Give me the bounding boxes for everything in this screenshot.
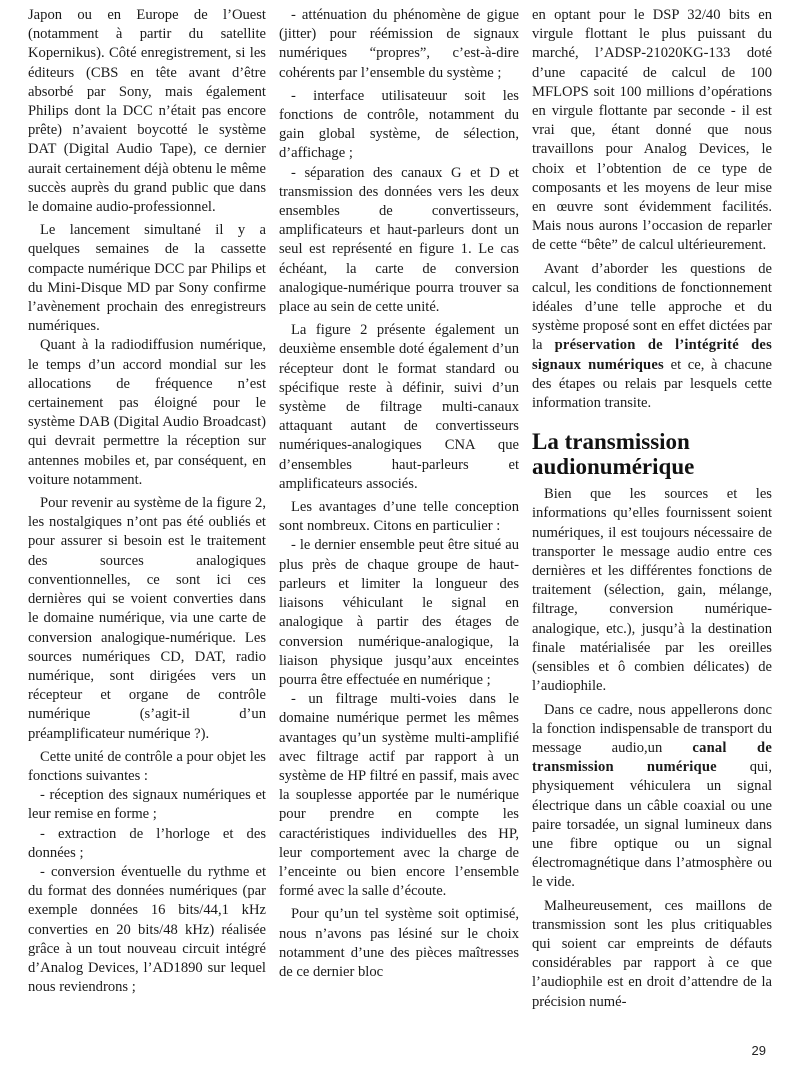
text-column-2 [279,6,519,982]
paragraph [532,260,772,414]
paragraph: Bien que les sources et les informations qu’elles fournissent soient numériques, il est toujours nécessaire de transporter le message audio entre ces dernières et les différentes fonctions de traitement (sélection, gain, mélange, filtrage, conversion numérique-analogique, etc.), jusqu’à la destination finale matérialisée par les oreilles (sensibles et ô combien délicates) de l’audiophile. [532,486,772,695]
text-column-1 [28,6,266,997]
paragraph-text: Avant d’aborder les questions de calcul, les conditions de fonctionnement idéales d’une telle approche et du système proposé sont en effet dictées par la [532,260,772,354]
paragraph: Japon ou en Europe de l’Ouest (notamment à partir du satellite Kopernikus). Côté enregistrement, si les éditeurs (CBS en tête avant d’être absorbé par Sony, mais également Philips dont la DCC n’était pas encore prête) n’avaient boycotté le système DAT (Digital Audio Tape), ce dernier aurait certainement déjà obtenu le même succès auprès du grand public que dans le domaine audio-professionnel. [28,7,266,216]
list-item: - le dernier ensemble peut être situé au plus près de chaque groupe de haut-parleurs et limiter la longueur des liaisons véhiculant le signal en analogique à partir des étages de conversion numérique-analogique, la liaison physique jusqu’aux enceintes pourra être effectuée en numérique ; [279,537,519,688]
paragraph-text: et ce, à chacune des étapes ou relais par lesquels cette information transite. [532,356,772,412]
list-item: - séparation des canaux G et D et transmission des données vers les deux ensembles de convertisseurs, amplificateurs et haut-parleurs dont un seul est représenté en figure 1. Le cas échéant, la carte de conversion analogique-numérique pourra trouver sa place au sein de cette unité. [279,164,519,316]
text-column-3 [532,6,772,1012]
paragraph: Les avantages d’une telle conception sont nombreux. Citons en particulier : [279,499,519,535]
paragraph [532,701,772,893]
paragraph: Pour revenir au système de la figure 2, les nostalgiques n’ont pas été oubliés et pour assurer si besoin est le traitement des sources analogiques conventionnelles, ce sont ici ces dernières qui se voient converties dans le domaine numérique, via une carte de conversion analogique-numérique. Les sources numériques CD, DAT, radio numérique, sont dirigées vers un récepteur et organe de contrôle numérique (s’agit-il d’un préamplificateur numérique ?). [28,495,266,742]
section-heading: La transmission audionumérique [532,429,695,480]
list-item: - réception des signaux numériques et leur remise en forme ; [28,787,266,823]
page-number: 29 [751,1043,766,1058]
list-item: - conversion éventuelle du rythme et du format des données numériques (par exemple données 16 bits/44,1 kHz converties en 20 bits/48 kHz) réalisée grâce à un tout nouveau circuit intégré d’Analog Devices, l’AD1890 sur lequel nous reviendrons ; [28,863,266,996]
paragraph: Malheureusement, ces maillons de transmission sont les plus critiquables qui soient car empreints de défauts considérables par rapport à ce que l’audiophile est en droit d’attendre de la précision numé- [532,897,772,1010]
paragraph: en optant pour le DSP 32/40 bits en virgule flottant le plus puissant du marché, l’ADSP-21020KG-133 doté d’une capacité de calcul de 100 MFLOPS soit 100 millions d’opérations en virgule flottante par seconde - il est vrai que, étant donné que nous travaillons pour Analog Devices, le choix et l’obtention de ce type de composants et les moyens de leur mise en œuvre sont évidemment facilités. Mais nous aurons l’occasion de reparler de cette “bête” de calcul ultérieurement. [532,7,772,254]
emphasis-text: canal de transmission numérique [532,739,772,776]
paragraph: La figure 2 présente également un deuxième ensemble doté également d’un récepteur dont le format standard ou spécifique reste à définir, suivi d’un système de filtrage multi-canaux attaquant autant de convertisseurs numériques-analogiques CNA que d’ensembles haut-parleurs et amplificateurs associés. [279,322,519,492]
paragraph: Pour qu’un tel système soit optimisé, nous n’avons pas lésiné sur le choix notamment d’une des pièces maîtresses de ce dernier bloc [279,906,519,980]
list-item: - un filtrage multi-voies dans le domaine numérique permet les mêmes avantages qu’un système multi-amplifié avec filtrage actif par rapport à un système de HP filtré en passif, mais avec la souplesse apportée par le numérique pour prendre en compte les caractéristiques individuelles des HP, leur comportement avec la charge de l’enceinte ou bien encore l’ensemble formé avec la salle d’écoute. [279,691,519,900]
list-item: - atténuation du phénomène de gigue (jitter) pour réémission de signaux numériques “propres”, c’est-à-dire cohérents par l’ensemble du système ; [279,7,519,81]
list-item: - extraction de l’horloge et des données ; [28,825,266,861]
paragraph-text: qui, physiquement véhiculera un signal électrique dans un câble coaxial ou une paire torsadée, un signal lumineux dans une fibre optique ou un signal électromagnétique dans l’atmosphère ou le vide. [532,759,772,891]
paragraph: Cette unité de contrôle a pour objet les fonctions suivantes : [28,748,266,784]
paragraph: Le lancement simultané il y a quelques semaines de la cassette compacte numérique DCC par Philips et du Mini-Disque MD par Sony confirme l’avènement prochain des enregistreurs numériques. [28,222,266,335]
emphasis-text: préservation de l’intégrité des signaux numériques [532,337,772,373]
paragraph: Quant à la radiodiffusion numérique, le temps d’un accord mondial sur les allocations de fréquence n’est certainement pas éloigné pour le système DAB (Digital Audio Broadcast) qui devrait permettre la réception sur antennes mobiles et, par conséquent, en voiture notamment. [28,337,266,488]
paragraph-text: Dans ce cadre, nous appellerons donc la fonction indispensable de transport du message audio,un [532,701,772,756]
list-item: - interface utilisateuur soit les fonctions de contrôle, notamment du gain global système, de sélection, d’affichage ; [279,87,519,162]
